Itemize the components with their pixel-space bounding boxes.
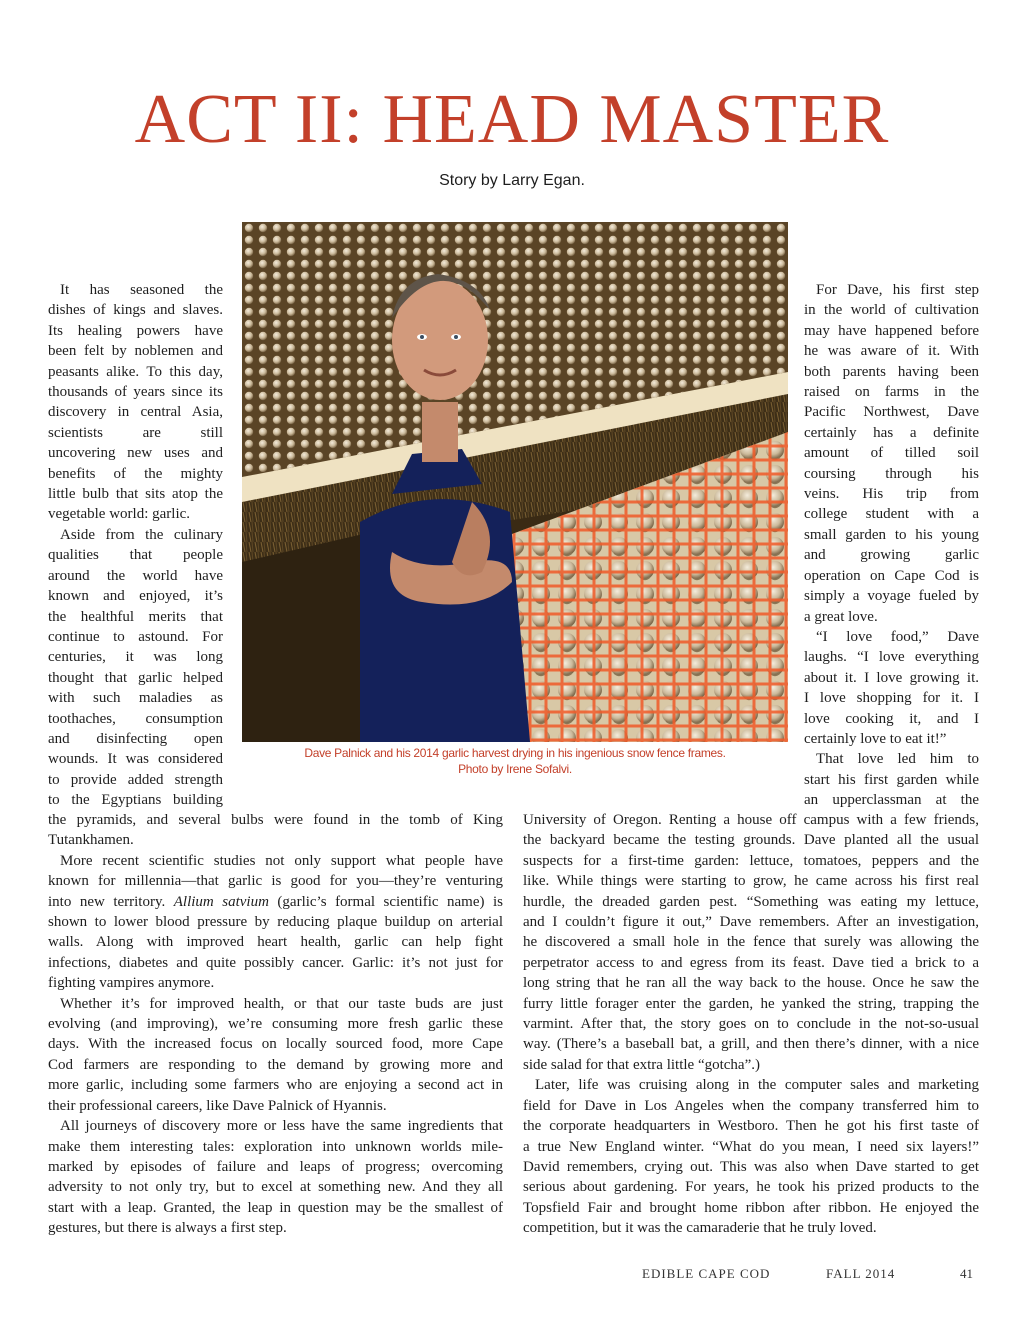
text-line: he was aware of it. With [804, 343, 979, 360]
text-line: an upperclassman at the [804, 792, 979, 809]
text-line: Its healing powers have [48, 322, 223, 339]
text-line: coursing through his [804, 465, 979, 482]
text-line: to the Egyptians building [48, 792, 223, 809]
left-wide-column [48, 810, 503, 1239]
left-narrow-column [48, 280, 223, 811]
text-line: wounds. It was considered [48, 751, 223, 768]
text-line: start his first garden while [804, 771, 979, 788]
text-line: Aside from the culinary [60, 526, 223, 543]
text-line: For Dave, his first step [816, 282, 979, 298]
text-line: benefits of the mighty [48, 465, 223, 482]
text-line: in the world of cultivation [804, 302, 979, 319]
photo-credit: Photo by Irene Sofalvi. [458, 762, 572, 776]
text-line: It has seasoned the [60, 282, 223, 298]
byline: Story by Larry Egan. [439, 172, 585, 189]
text-line: amount of tilled soil [804, 445, 979, 462]
text-line: raised on farms in the [804, 384, 979, 401]
text-line: discovery in central Asia, [48, 404, 223, 421]
text-line: furry little forager enter the garden, he yanked the string, trapping the [523, 995, 979, 1012]
text-line: way. (There’s a baseball bat, a grill, and then there’s dinner, with a nice [523, 1036, 979, 1053]
footer-publication: EDIBLE CAPE COD [642, 1266, 771, 1281]
garlic-harvest-photo [242, 222, 788, 742]
text-line: around the world have [48, 567, 223, 584]
text-line: Pacific Northwest, Dave [804, 404, 979, 421]
text-line: evolving (and improving), we’re consuming more fresh garlic these [48, 1016, 503, 1033]
text-line: known for millennia—that garlic is good for you—they’re venturing [48, 873, 503, 890]
photo-caption [242, 745, 788, 777]
text-line: continue to astound. For [48, 628, 223, 645]
text-line: love cooking it, and I [804, 710, 979, 727]
article-photo [242, 222, 788, 742]
text-line: University of Oregon. Renting a house off campus with a few friends, [523, 812, 979, 828]
text-line: infections, diabetes and quite possibly cancer. Garlic: it’s not just for [48, 954, 503, 971]
text-line: and growing garlic [804, 547, 979, 564]
text-line: suspects for a first-time garden: lettuce, tomatoes, peppers and the [523, 852, 979, 869]
text-line: Tutankhamen. [48, 832, 134, 849]
scientific-name: Allium satvium [173, 893, 269, 910]
text-line: qualities that people [48, 547, 223, 564]
text-line: scientists are still [48, 424, 223, 441]
text-line: the healthful merits that [48, 608, 223, 625]
text-line: about it. I love growing it. [804, 669, 979, 686]
text-line: field for Dave in Los Angeles when the company transferred him to [523, 1097, 979, 1114]
text-line: their professional careers, like Dave Palnick of Hyannis. [48, 1097, 387, 1114]
headline: ACT II: HEAD MASTER [134, 81, 890, 158]
right-narrow-column [804, 280, 979, 811]
text-line: Whether it’s for improved health, or that our taste buds are just [60, 995, 503, 1012]
text-line: varmint. After that, the story goes on to conclude in the not-so-usual [523, 1016, 979, 1033]
text-line: been felt by noblemen and [48, 343, 223, 360]
text-line: thousands of years since its [48, 384, 223, 401]
text-line: vegetable world: garlic. [48, 506, 191, 523]
text-line: David remembers, crying out. This was also when Dave started to get [523, 1158, 979, 1175]
text-line: perpetrator access to and egress from its feast. Dave tied a brick to a [523, 954, 979, 971]
text-line: to provide added strength [48, 771, 223, 788]
text-line: certainly love to eat it!” [804, 730, 947, 747]
text-line: the backyard became the testing grounds. Dave planted all the usual [523, 832, 979, 849]
text-line: operation on Cape Cod is [804, 567, 979, 584]
right-wide-column [523, 810, 979, 1239]
text-line: That love led him to [816, 751, 979, 768]
text-line: gestures, but there is always a first step. [48, 1220, 287, 1237]
text-line: veins. His trip from [804, 486, 979, 503]
text-line: a great love. [804, 608, 878, 625]
text-line: like. While things were starting to grow, he came across his first real [523, 873, 979, 890]
text-line: side salad for that extra little “gotcha”.) [523, 1056, 760, 1073]
text-line: with such maladies as [48, 690, 223, 707]
text-line: “I love food,” Dave [816, 628, 979, 645]
text-line: long string that he ran all the way back to the house. Once he saw the [523, 975, 979, 992]
text-line: certainly has a definite [804, 424, 979, 441]
text-line: More recent scientific studies not only support what people have [60, 852, 503, 869]
text-line: walls. Along with improved heart health, garlic can help fight [48, 934, 503, 951]
text-line: adversity to not only try, but to excel at something new. And they all [48, 1179, 503, 1196]
text-line: and disinfecting open [48, 730, 223, 747]
text-line: marked by episodes of failure and leaps of progress; overcoming [48, 1158, 503, 1175]
text-line: serious about gardening. For years, he took his prized products to the [523, 1179, 979, 1196]
text-line: centuries, it was long [48, 649, 223, 666]
caption-line: Dave Palnick and his 2014 garlic harvest drying in his ingenious snow fence frames. [304, 746, 726, 760]
text-line: college student with a [804, 506, 979, 523]
footer-issue: FALL 2014 [826, 1266, 896, 1281]
text-line: dishes of kings and slaves. [48, 302, 223, 319]
text-line: fighting vampires anymore. [48, 975, 215, 992]
text-line: little bulb that sits atop the [48, 486, 223, 503]
text-line: Later, life was cruising along in the computer sales and marketing [535, 1077, 979, 1094]
page-number: 41 [960, 1266, 973, 1281]
text-line: into new territory. Allium satvium (garlic’s formal scientific name) is [48, 893, 504, 910]
text-line: Topsfield Fair and brought home ribbon after ribbon. He enjoyed the [523, 1199, 979, 1216]
text-line: make them interesting tales: exploration into unknown worlds mile- [48, 1138, 503, 1155]
text-line: the corporate headquarters in Westboro. Then he got his first taste of [523, 1118, 979, 1135]
text-line: Cod farmers are responding to the demand by growing more and [48, 1056, 503, 1073]
text-line: the pyramids, and several bulbs were found in the tomb of King [48, 812, 503, 828]
text-line: laughs. “I love everything [804, 649, 979, 666]
text-line: both parents having been [804, 363, 979, 380]
text-line: competition, but it was the camaraderie that he truly loved. [523, 1220, 877, 1237]
text-line: and I couldn’t figure it out,” Dave remembers. After an investigation, [523, 914, 979, 931]
text-line: toothaches, consumption [48, 710, 223, 727]
text-line: thought that garlic helped [48, 669, 223, 686]
text-line: I love shopping for it. I [804, 690, 979, 707]
text-line: days. With the increased focus on locally sourced food, more Cape [48, 1036, 503, 1053]
text-line: uncovering new uses and [48, 445, 223, 462]
text-line: he discovered a small hole in the fence that surely was allowing the [523, 934, 979, 951]
text-line: a true New England winter. “What do you mean, I need six layers!” [523, 1138, 979, 1155]
text-line: All journeys of discovery more or less have the same ingredients that [60, 1118, 503, 1135]
text-line: small garden to his young [804, 526, 979, 543]
text-line: hurdle, the dreaded garden pest. “Something was eating my lettuce, [523, 893, 979, 910]
text-line: shown to lower blood pressure by reducing plaque buildup on arterial [48, 914, 503, 931]
text-line: may have happened before [804, 322, 979, 339]
text-line: peasants alike. To this day, [48, 363, 223, 380]
text-line: more garlic, including some farmers who are enjoying a second act in [48, 1077, 503, 1094]
text-line: start with a leap. Granted, the leap in question may be the smallest of [48, 1199, 503, 1216]
text-line: known and enjoyed, it’s [48, 588, 223, 605]
text-line: simply a voyage fueled by [804, 588, 979, 605]
